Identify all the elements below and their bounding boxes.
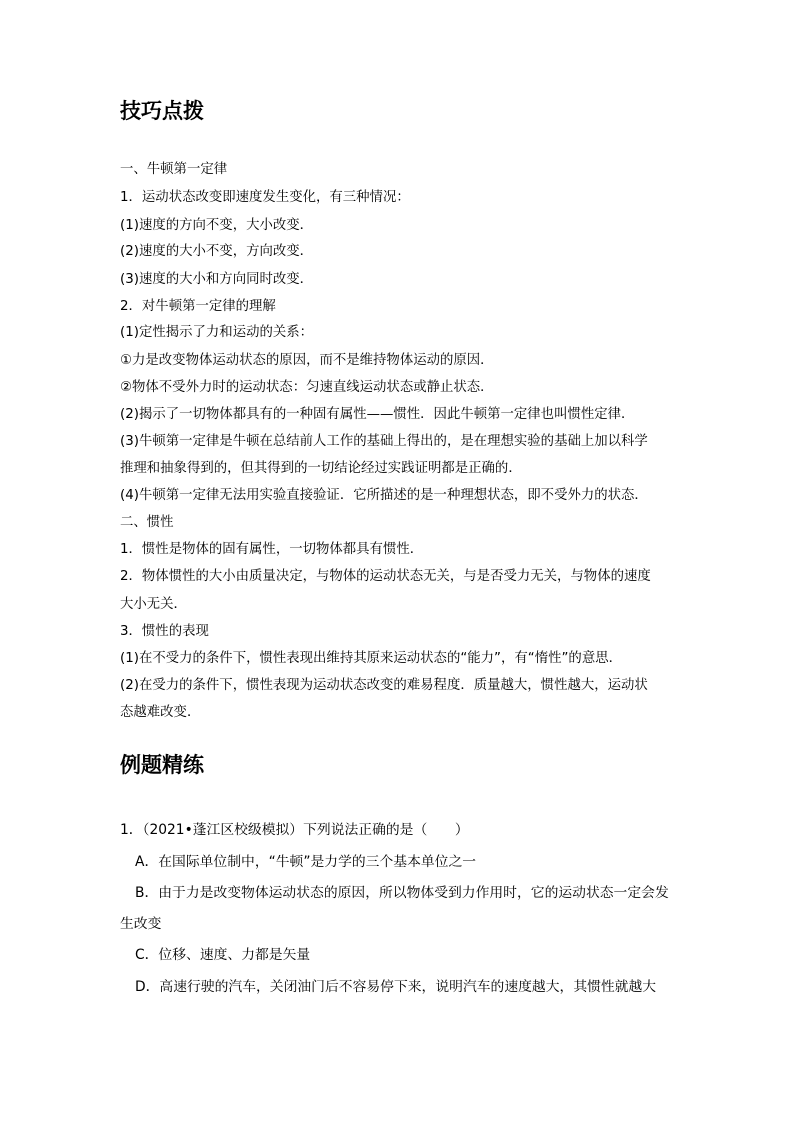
tips-line: 二、惯性	[120, 515, 174, 530]
tips-line: 态越难改变．	[120, 705, 201, 720]
tips-line: (1)在不受力的条件下，惯性表现出维持其原来运动状态的“能力”，有“惰性”的意思．	[120, 651, 622, 666]
option-b-continued: 生改变	[120, 916, 162, 932]
tips-line: (2)揭示了一切物体都具有的一种固有属性——惯性．因此牛顿第一定律也叫惯性定律．	[120, 407, 635, 422]
tips-line: (2)在受力的条件下，惯性表现为运动状态改变的难易程度．质量越大，惯性越大，运动状	[120, 678, 648, 693]
tips-line: (1)定性揭示了力和运动的关系：	[120, 325, 314, 340]
option-a: A．在国际单位制中，“牛顿”是力学的三个基本单位之一	[135, 854, 477, 870]
tips-line: 2．物体惯性的大小由质量决定，与物体的运动状态无关，与是否受力无关，与物体的速度	[120, 569, 651, 584]
tips-line: 推理和抽象得到的，但其得到的一切结论经过实践证明都是正确的．	[120, 461, 522, 476]
section-title-examples: 例题精练	[120, 753, 204, 777]
option-d: D．高速行驶的汽车，关闭油门后不容易停下来，说明汽车的速度越大，其惯性就越大	[135, 979, 657, 995]
tips-line: (4)牛顿第一定律无法用实验直接验证．它所描述的是一种理想状态，即不受外力的状态．	[120, 488, 648, 503]
section-title-tips: 技巧点拨	[120, 99, 204, 123]
tips-line: 1．运动状态改变即速度发生变化，有三种情况：	[120, 190, 410, 205]
tips-line: (3)速度的大小和方向同时改变．	[120, 272, 314, 287]
tips-line: 1．惯性是物体的固有属性，一切物体都具有惯性．	[120, 542, 424, 557]
question-stem: 1．（2021•蓬江区校级模拟）下列说法正确的是（ ）	[120, 822, 469, 838]
tips-line: (2)速度的大小不变，方向改变．	[120, 244, 314, 259]
tips-line: ②物体不受外力时的运动状态：匀速直线运动状态或静止状态．	[120, 380, 494, 395]
tips-line: (1)速度的方向不变，大小改变．	[120, 218, 314, 233]
option-b: B．由于力是改变物体运动状态的原因，所以物体受到力作用时，它的运动状态一定会发	[135, 885, 669, 901]
tips-line: 3．惯性的表现	[120, 624, 209, 639]
tips-line: 一、牛顿第一定律	[120, 162, 228, 177]
option-c: C．位移、速度、力都是矢量	[135, 947, 311, 963]
tips-line: 2．对牛顿第一定律的理解	[120, 299, 276, 314]
tips-line: (3)牛顿第一定律是牛顿在总结前人工作的基础上得出的，是在理想实验的基础上加以科学	[120, 434, 648, 449]
tips-line: ①力是改变物体运动状态的原因，而不是维持物体运动的原因．	[120, 353, 494, 368]
tips-line: 大小无关．	[120, 597, 187, 612]
